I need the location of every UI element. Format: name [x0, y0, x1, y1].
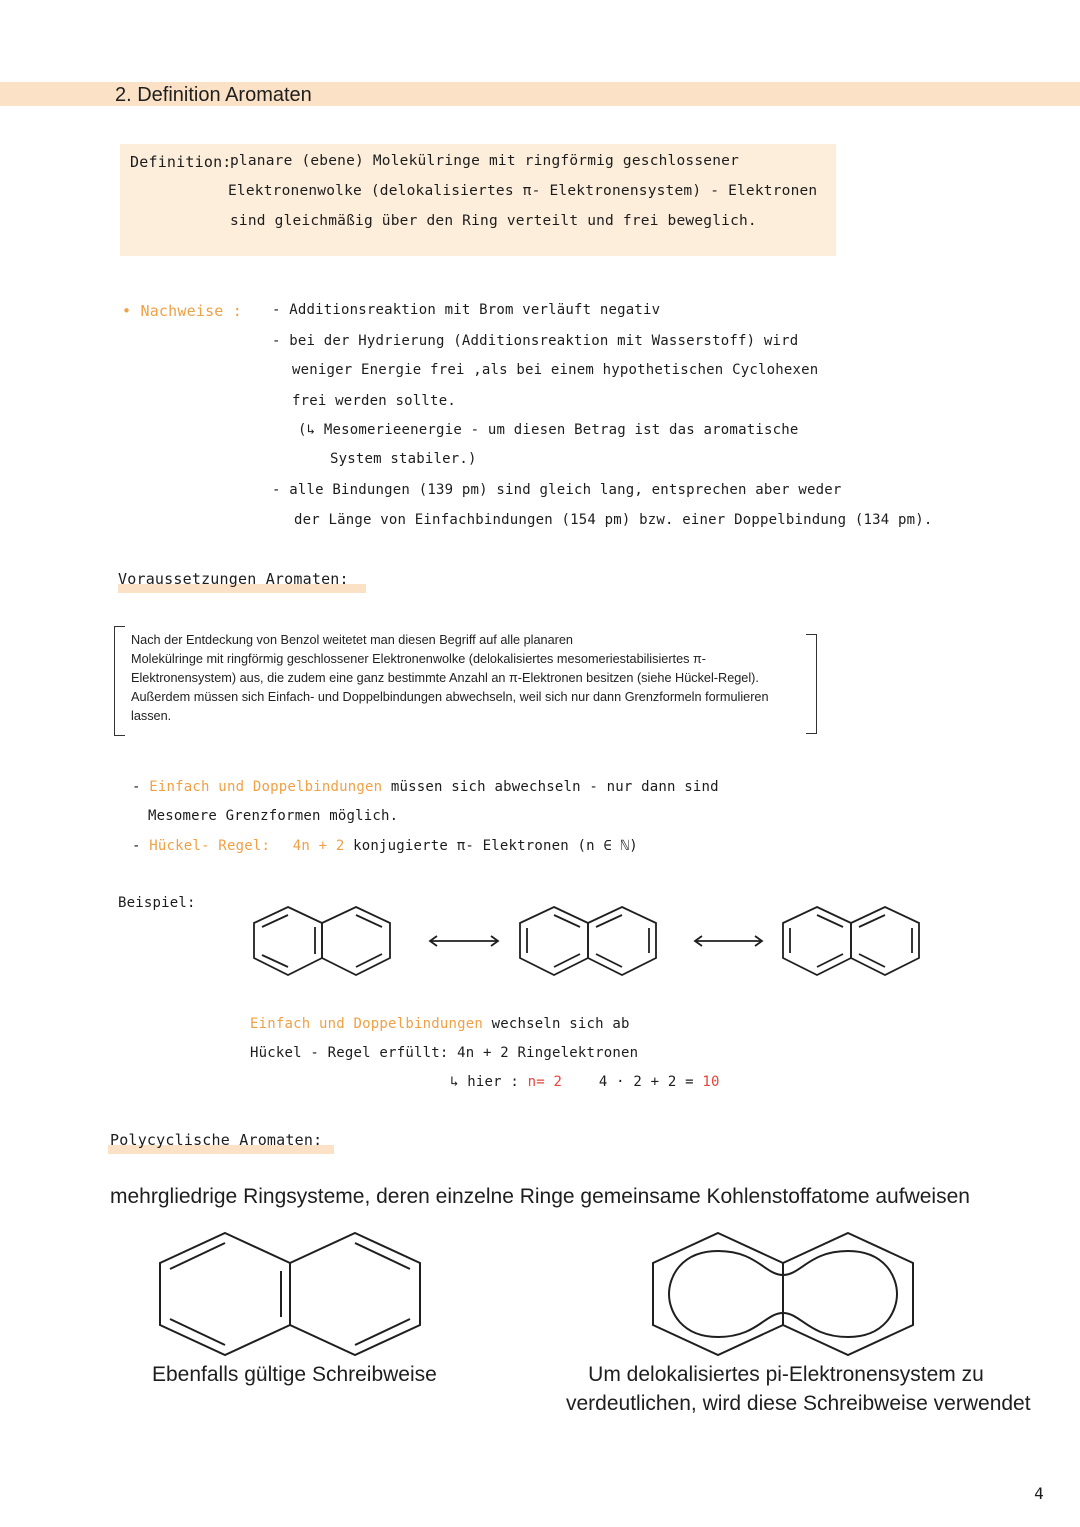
resonance-arrow-2: [695, 936, 762, 946]
bullet-1: [132, 779, 719, 795]
beispiel-n-value: n= 2: [527, 1074, 563, 1090]
paragraph-line-2: Molekülringe mit ringförmig geschlossener Elektronenwolke (delokalisiertes mesomeriestabilisiertes π-: [131, 652, 706, 666]
page-number: 4: [1034, 1484, 1044, 1503]
beispiel-result: 10: [702, 1074, 720, 1090]
bracket-right: [806, 634, 817, 734]
hueckel-formula: 4n + 2: [292, 838, 345, 854]
naphthalene-structure-2: [520, 907, 656, 975]
naphthalene-kekule-structure: [150, 1225, 570, 1365]
bullet-2: [132, 838, 638, 854]
nachweise-line-1: - Additionsreaktion mit Brom verläuft negativ: [272, 302, 661, 318]
definition-label: Definition:: [130, 153, 232, 171]
bullet-1-dash: -: [132, 779, 141, 795]
bullet-1-text: müssen sich abwechseln - nur dann sind: [382, 779, 719, 795]
hueckel-rule-label: Hückel- Regel:: [149, 838, 271, 854]
polycyclic-heading: Polycyclische Aromaten:: [110, 1131, 323, 1149]
caption-left: Ebenfalls gültige Schreibweise: [152, 1363, 437, 1386]
voraussetzungen-paragraph: [131, 631, 801, 726]
nachweise-line-5: (↳ Mesomerieenergie - um diesen Betrag ist das aromatische: [298, 422, 799, 438]
nachweise-line-6: System stabiler.): [330, 451, 477, 467]
beispiel-note-2: Hückel - Regel erfüllt: 4n + 2 Ringelektronen: [250, 1045, 639, 1061]
resonance-structures: [240, 895, 960, 995]
definition-line-2: Elektronenwolke (delokalisiertes π- Elektronensystem) - Elektronen: [228, 183, 818, 199]
caption-right-line-1: Um delokalisiertes pi-Elektronensystem zu: [588, 1363, 984, 1386]
beispiel-note-1: [250, 1016, 630, 1032]
bullet-1-line-2: Mesomere Grenzformen möglich.: [148, 808, 399, 824]
bullet-2-dash: -: [132, 838, 141, 854]
voraussetzungen-heading: Voraussetzungen Aromaten:: [118, 570, 349, 588]
bullet-2-text: konjugierte π- Elektronen (n ∈ ℕ): [344, 838, 638, 854]
nachweise-line-8: der Länge von Einfachbindungen (154 pm) bzw. einer Doppelbindung (134 pm).: [294, 512, 933, 528]
resonance-arrow-1: [430, 936, 498, 946]
beispiel-calc: 4 · 2 + 2 =: [598, 1074, 703, 1090]
beispiel-note-1-highlight: Einfach und Doppelbindungen: [250, 1016, 483, 1032]
beispiel-note-3-prefix: ↳ hier :: [450, 1074, 520, 1090]
naphthalene-structure-1: [254, 907, 390, 975]
caption-right-line-2: verdeutlichen, wird diese Schreibweise verwendet: [566, 1392, 1031, 1415]
nachweise-line-2: - bei der Hydrierung (Additionsreaktion mit Wasserstoff) wird: [272, 333, 799, 349]
paragraph-line-5: lassen.: [131, 709, 172, 723]
nachweise-line-3: weniger Energie frei ,als bei einem hypothetischen Cyclohexen: [292, 362, 819, 378]
naphthalene-structure-3: [783, 907, 919, 975]
nachweise-line-7: - alle Bindungen (139 pm) sind gleich lang, entsprechen aber weder: [272, 482, 842, 498]
section-title: 2. Definition Aromaten: [115, 84, 312, 106]
bracket-left: [114, 626, 125, 736]
beispiel-note-3: [450, 1074, 720, 1090]
nachweise-label: • Nachweise :: [122, 302, 242, 320]
polycyclic-description: mehrgliedrige Ringsysteme, deren einzelne Ringe gemeinsame Kohlenstoffatome aufweisen: [110, 1185, 970, 1208]
paragraph-line-1: Nach der Entdeckung von Benzol weitetet man diesen Begriff auf alle planaren: [131, 633, 573, 647]
definition-line-1: planare (ebene) Molekülringe mit ringförmig geschlossener: [230, 153, 739, 169]
naphthalene-delocalized-structure: [645, 1225, 925, 1365]
beispiel-label: Beispiel:: [118, 895, 196, 911]
bullet-1-highlight: Einfach und Doppelbindungen: [149, 779, 383, 795]
definition-line-3: sind gleichmäßig über den Ring verteilt und frei beweglich.: [230, 213, 757, 229]
nachweise-line-4: frei werden sollte.: [292, 393, 456, 409]
beispiel-note-1-text: wechseln sich ab: [482, 1016, 630, 1032]
paragraph-line-4: Außerdem müssen sich Einfach- und Doppelbindungen abwechseln, weil sich nur dann Grenzformeln formulieren: [131, 690, 769, 704]
paragraph-line-3: Elektronensystem) aus, die zudem eine ganz bestimmte Anzahl an π-Elektronen besitzen (siehe Hückel-Regel).: [131, 671, 759, 685]
